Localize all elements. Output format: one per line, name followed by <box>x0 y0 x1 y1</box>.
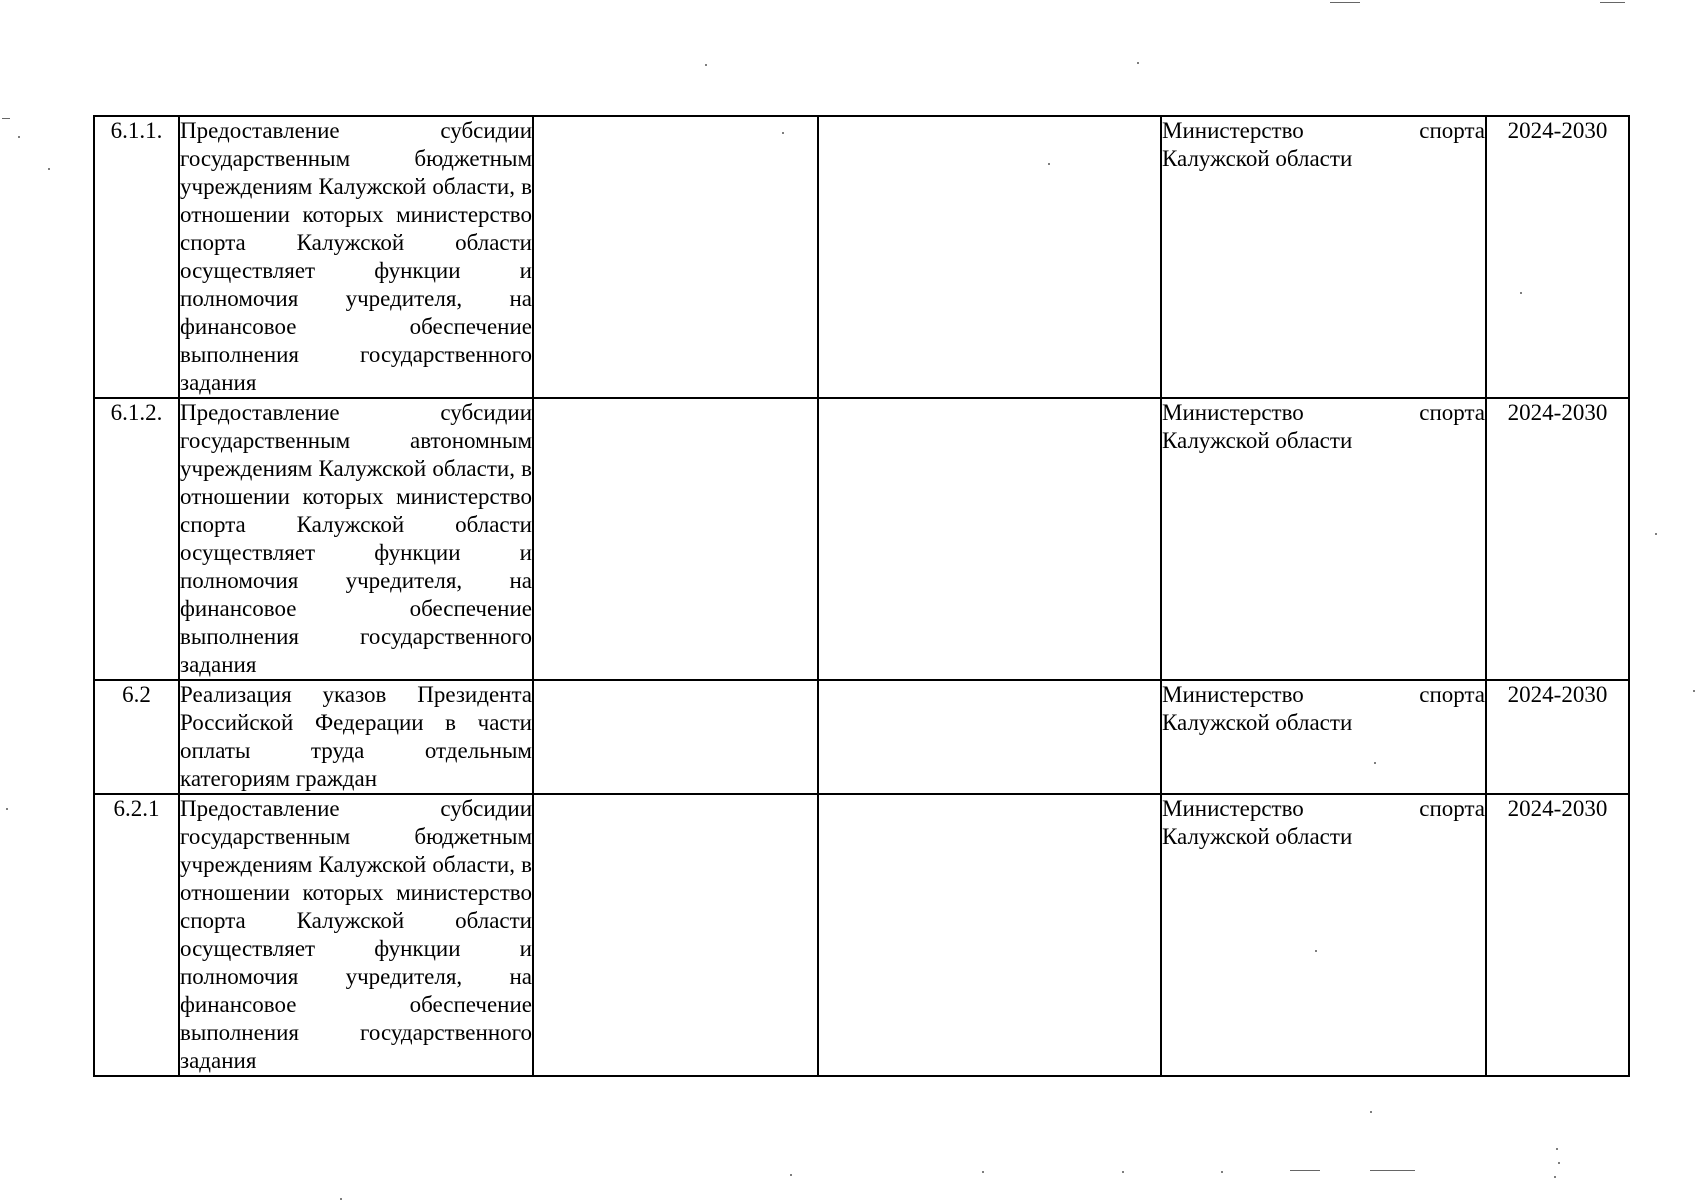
item-number: 6.2.1 <box>94 794 179 1076</box>
activity-name-text: Реализация указов Президента Российской Федерации в части оплаты труда отдельным категориям граждан <box>180 682 532 791</box>
scan-artifact <box>1221 1171 1223 1173</box>
scan-artifact <box>1554 1176 1556 1178</box>
activity-name <box>179 398 533 680</box>
activity-name-text: Предоставление субсидии государственным бюджетным учреждениям Калужской области, в отношении которых министерство спорта Калужской области осуществляет функции и полномочия учредителя, на финансовое обеспечение выполнения государственного задания <box>180 796 532 1073</box>
empty-cell <box>533 680 818 794</box>
empty-cell <box>533 398 818 680</box>
scan-artifact <box>1290 1170 1320 1171</box>
scan-artifact <box>1556 1148 1558 1150</box>
empty-cell <box>818 116 1161 398</box>
table-row <box>94 680 1629 794</box>
empty-cell <box>533 116 818 398</box>
program-activities-table <box>93 115 1630 1077</box>
responsible-executor <box>1161 398 1486 680</box>
activity-name <box>179 680 533 794</box>
scan-artifact <box>1600 2 1625 3</box>
scan-artifact <box>1558 1162 1560 1164</box>
implementation-period: 2024-2030 <box>1486 398 1629 680</box>
scan-artifact <box>1137 62 1139 64</box>
scan-artifact <box>982 1171 984 1173</box>
scan-artifact <box>1122 1171 1124 1173</box>
activity-name <box>179 116 533 398</box>
empty-cell <box>533 794 818 1076</box>
implementation-period: 2024-2030 <box>1486 680 1629 794</box>
scan-artifact <box>2 118 10 119</box>
implementation-period: 2024-2030 <box>1486 116 1629 398</box>
scan-artifact <box>1370 1170 1415 1171</box>
table-row <box>94 116 1629 398</box>
scan-artifact <box>1655 533 1657 535</box>
item-number: 6.1.1. <box>94 116 179 398</box>
activity-name <box>179 794 533 1076</box>
responsible-executor <box>1161 794 1486 1076</box>
scan-artifact <box>6 808 8 810</box>
scan-artifact <box>18 136 20 138</box>
document-page <box>93 115 1628 1077</box>
activity-name-text: Предоставление субсидии государственным бюджетным учреждениям Калужской области, в отношении которых министерство спорта Калужской области осуществляет функции и полномочия учредителя, на финансовое обеспечение выполнения государственного задания <box>180 118 532 395</box>
empty-cell <box>818 398 1161 680</box>
table-row <box>94 794 1629 1076</box>
scan-artifact <box>705 64 707 66</box>
scan-artifact <box>1370 1111 1372 1113</box>
responsible-executor <box>1161 680 1486 794</box>
responsible-executor-text: Министерство спорта Калужской области <box>1162 682 1485 735</box>
responsible-executor-text: Министерство спорта Калужской области <box>1162 400 1485 453</box>
table-row <box>94 398 1629 680</box>
empty-cell <box>818 680 1161 794</box>
scan-artifact <box>1693 690 1695 692</box>
scan-artifact <box>48 168 50 170</box>
responsible-executor-text: Министерство спорта Калужской области <box>1162 118 1485 171</box>
empty-cell <box>818 794 1161 1076</box>
responsible-executor-text: Министерство спорта Калужской области <box>1162 796 1485 849</box>
item-number: 6.1.2. <box>94 398 179 680</box>
responsible-executor <box>1161 116 1486 398</box>
scan-artifact <box>1330 2 1360 3</box>
item-number: 6.2 <box>94 680 179 794</box>
scan-artifact <box>790 1174 792 1176</box>
implementation-period: 2024-2030 <box>1486 794 1629 1076</box>
activity-name-text: Предоставление субсидии государственным автономным учреждениям Калужской области, в отношении которых министерство спорта Калужской области осуществляет функции и полномочия учредителя, на финансовое обеспечение выполнения государственного задания <box>180 400 532 677</box>
